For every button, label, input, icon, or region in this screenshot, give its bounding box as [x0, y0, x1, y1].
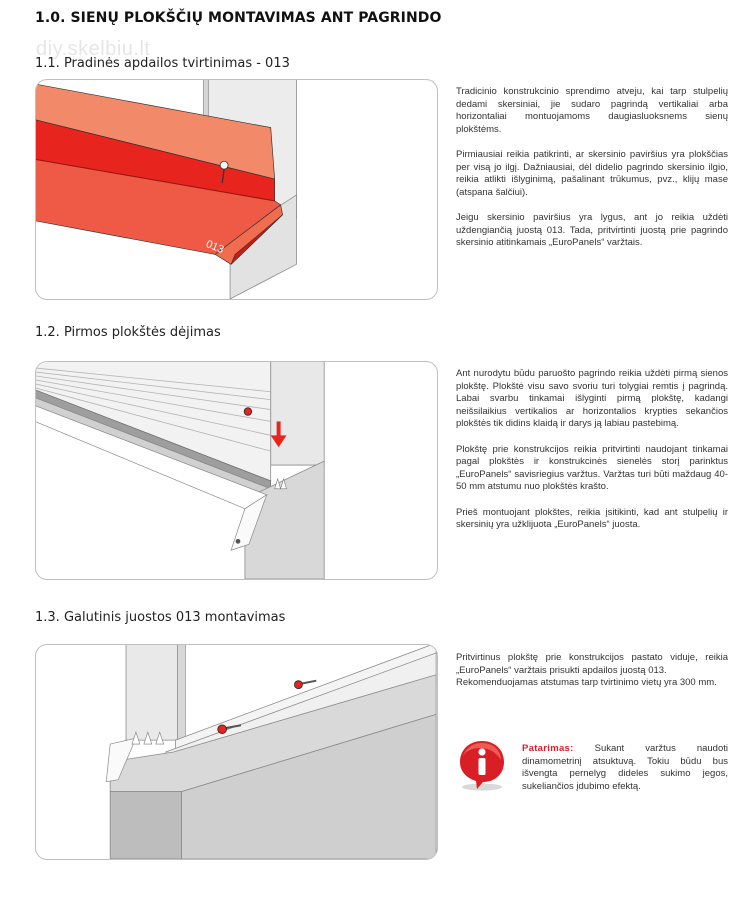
- figure-1-2: [35, 361, 438, 580]
- paragraph: Plokštę prie konstrukcijos reikia pritvirtinti naudojant tinkamai pagal plokštės ir konstrukcinės sienelės storį parinktus „EuroPanels“ savisriegius varžtus. Varžtas turi būti maždaug 40-50 mm atstumu nuo plokštės krašto.: [456, 443, 728, 493]
- paragraph: Prieš montuojant plokštes, reikia įsitikinti, kad ant stulpelių ir skersinių yra užklijuota „EuroPanels“ juosta.: [456, 506, 728, 531]
- paragraph: Pirmiausiai reikia patikrinti, ar skersinio paviršius yra plokščias per visą jo ilgį. Dažniausiai, dėl didelio pagrindo skersinio ilgio, reikia atlikti išlyginimą, pašalinant trūkumus, pvz., klijų mase (atspana šalčiui).: [456, 148, 728, 198]
- paragraph: Tradicinio konstrukcinio sprendimo atveju, kai tarp stulpelių dedami skersiniai, jie sudaro pagrindą vertikaliai arba horizontaliai montuojamoms daugiasluoksnems sienų plokštėms.: [456, 86, 728, 135]
- section-1-2-text: [456, 368, 728, 532]
- section-1-1-text: [456, 86, 728, 250]
- page-title: 1.0. SIENŲ PLOKŠČIŲ MONTAVIMAS ANT PAGRINDO: [35, 10, 442, 26]
- watermark: diy.skelbiu.lt: [36, 38, 151, 60]
- paragraph: Jeigu skersinio paviršius yra lygus, ant jo reikia uždėti uždengiančią juostą 013. Tada, pritvirtinti juostą prie pagrindo skersinio atitinkamais „EuroPanels“ varžtais.: [456, 211, 728, 249]
- paragraph: Pritvirtinus plokštę prie konstrukcijos pastato viduje, reikia „EuroPanels“ varžtais prisukti apdailos juostą 013.: [456, 652, 728, 676]
- figure-1-3-illustration: [36, 645, 437, 859]
- figure-1-3: [35, 644, 438, 860]
- section-heading-1-3: 1.3. Galutinis juostos 013 montavimas: [35, 610, 286, 625]
- paragraph: Rekomenduojamas atstumas tarp tvirtinimo vietų yra 300 mm.: [456, 677, 717, 689]
- info-icon: [456, 738, 510, 792]
- section-heading-1-1: 1.1. Pradinės apdailos tvirtinimas - 013: [35, 56, 290, 71]
- figure-1-1: [35, 79, 438, 300]
- figure-1-1-illustration: [36, 80, 437, 299]
- figure-1-2-illustration: [36, 362, 437, 579]
- flashing-label-013: 013: [204, 238, 226, 257]
- tip-callout: [522, 743, 728, 793]
- section-1-3-text: [456, 652, 728, 690]
- tip-body: Sukant varžtus naudoti dinamometrinį atsuktuvą. Tokiu būdu bus išvengta pernelyg dideles sukimo jegos, sukeliančios įdubimo efektą.: [522, 743, 728, 792]
- section-heading-1-2: 1.2. Pirmos plokštės dėjimas: [35, 325, 221, 340]
- tip-label: Patarimas:: [522, 743, 574, 754]
- paragraph: Ant nurodytu būdu paruošto pagrindo reikia uždėti pirmą sienos plokštę. Plokštė visu savo svoriu turi tolygiai remtis į pagrindą. Labai svarbu tinkamai išlyginti pirmą plokštę, kadangi neišsilaikius vertikalios ar horizontalios krypties sekančios plokštės tik didins klaidą ir darys ją labiau pastebimą.: [456, 368, 728, 430]
